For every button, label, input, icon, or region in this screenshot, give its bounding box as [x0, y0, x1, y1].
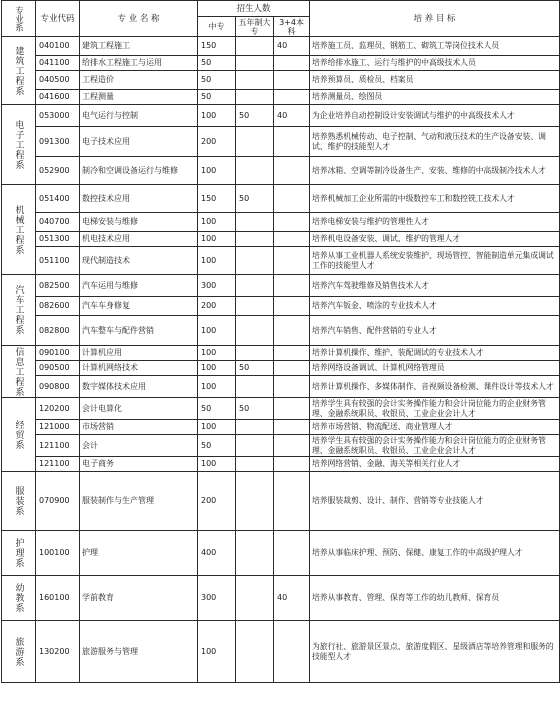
enroll-zhongzhuan: 100 [198, 213, 236, 232]
enroll-zhongzhuan: 200 [198, 472, 236, 531]
enroll-wunian [236, 71, 274, 90]
enroll-zhongzhuan: 100 [198, 457, 236, 472]
training-goal: 培养测量员、绘图员 [310, 90, 560, 105]
enroll-wunian [236, 316, 274, 346]
enroll-zhongzhuan: 100 [198, 157, 236, 185]
table-row [2, 346, 560, 361]
enroll-wunian: 50 [236, 361, 274, 376]
major-name: 旅游服务与管理 [80, 621, 198, 683]
enroll-zhongzhuan: 100 [198, 621, 236, 683]
enroll-sanjiasi [274, 472, 310, 531]
enroll-wunian [236, 247, 274, 275]
header-wunian: 五年制大专 [236, 17, 274, 37]
major-code: 040100 [36, 37, 80, 56]
department-cell: 建筑工程系 [2, 37, 36, 105]
enroll-sanjiasi [274, 90, 310, 105]
enroll-sanjiasi: 40 [274, 576, 310, 621]
major-name: 汽车车身修复 [80, 297, 198, 316]
enroll-zhongzhuan: 50 [198, 398, 236, 420]
enroll-zhongzhuan: 50 [198, 435, 236, 457]
major-code: 090800 [36, 376, 80, 398]
enroll-zhongzhuan: 100 [198, 247, 236, 275]
table-row [2, 213, 560, 232]
enroll-zhongzhuan: 150 [198, 185, 236, 213]
major-code: 121100 [36, 435, 80, 457]
major-name: 建筑工程施工 [80, 37, 198, 56]
enroll-wunian [236, 576, 274, 621]
training-goal: 培养预算员、质检员、档案员 [310, 71, 560, 90]
table-row [2, 275, 560, 297]
enroll-sanjiasi [274, 621, 310, 683]
major-code: 040700 [36, 213, 80, 232]
enroll-sanjiasi [274, 127, 310, 157]
table-row [2, 37, 560, 56]
training-goal: 培养机械加工企业所需的中级数控车工和数控铣工技术人才 [310, 185, 560, 213]
training-goal: 培养网络设备调试、计算机网络管理员 [310, 361, 560, 376]
enroll-zhongzhuan: 100 [198, 361, 236, 376]
major-name: 工程测量 [80, 90, 198, 105]
major-name: 会计电算化 [80, 398, 198, 420]
enroll-wunian [236, 56, 274, 71]
table-row [2, 316, 560, 346]
major-name: 会计 [80, 435, 198, 457]
major-code: 121100 [36, 457, 80, 472]
major-code: 051300 [36, 232, 80, 247]
enroll-sanjiasi [274, 71, 310, 90]
table-row [2, 71, 560, 90]
enroll-sanjiasi: 40 [274, 37, 310, 56]
enrollment-table [1, 0, 560, 683]
table-row [2, 576, 560, 621]
enroll-zhongzhuan: 50 [198, 56, 236, 71]
enroll-wunian [236, 420, 274, 435]
enroll-sanjiasi [274, 297, 310, 316]
enroll-wunian [236, 275, 274, 297]
enroll-zhongzhuan: 200 [198, 127, 236, 157]
department-cell: 信息工程系 [2, 346, 36, 398]
enroll-wunian [236, 472, 274, 531]
training-goal: 培养电梯安装与维护的管理性人才 [310, 213, 560, 232]
enroll-wunian [236, 213, 274, 232]
enroll-sanjiasi [274, 232, 310, 247]
training-goal: 培养熟悉机械传动、电子控制、气动和液压技术的生产设备安装、调试、维护的技能型人才 [310, 127, 560, 157]
enroll-wunian [236, 127, 274, 157]
major-name: 数控技术应用 [80, 185, 198, 213]
major-code: 041600 [36, 90, 80, 105]
enroll-sanjiasi [274, 531, 310, 576]
enroll-zhongzhuan: 50 [198, 90, 236, 105]
major-code: 130200 [36, 621, 80, 683]
enroll-wunian [236, 435, 274, 457]
major-name: 服装制作与生产管理 [80, 472, 198, 531]
enroll-sanjiasi: 40 [274, 105, 310, 127]
training-goal: 培养网络营销、金融、海关等相关行业人才 [310, 457, 560, 472]
table-row [2, 297, 560, 316]
training-goal: 培养从事临床护理、预防、保健、康复工作的中高级护理人才 [310, 531, 560, 576]
enroll-zhongzhuan: 150 [198, 37, 236, 56]
major-name: 汽车整车与配件营销 [80, 316, 198, 346]
department-cell: 电子工程系 [2, 105, 36, 185]
enroll-wunian [236, 457, 274, 472]
enroll-zhongzhuan: 100 [198, 316, 236, 346]
enroll-sanjiasi [274, 435, 310, 457]
major-code: 070900 [36, 472, 80, 531]
major-code: 120200 [36, 398, 80, 420]
table-row [2, 361, 560, 376]
major-name: 现代制造技术 [80, 247, 198, 275]
enroll-zhongzhuan: 100 [198, 232, 236, 247]
enroll-zhongzhuan: 300 [198, 275, 236, 297]
training-goal: 培养计算机操作、多媒体制作、音视频设备检测、课件设计等技术人才 [310, 376, 560, 398]
enroll-wunian [236, 37, 274, 56]
training-goal: 为旅行社、旅游景区景点、旅游度假区、星级酒店等培养管理和服务的技能型人才 [310, 621, 560, 683]
enroll-wunian [236, 297, 274, 316]
header-zhongzhuan: 中专 [198, 17, 236, 37]
enroll-sanjiasi [274, 56, 310, 71]
enroll-zhongzhuan: 50 [198, 71, 236, 90]
major-name: 计算机网络技术 [80, 361, 198, 376]
major-name: 制冷和空调设备运行与维修 [80, 157, 198, 185]
department-cell: 服装系 [2, 472, 36, 531]
training-goal: 培养汽车驾驶维修及销售技术人才 [310, 275, 560, 297]
table-row [2, 472, 560, 531]
department-cell: 旅游系 [2, 621, 36, 683]
training-goal: 培养服装裁剪、设计、制作、营销等专业技能人才 [310, 472, 560, 531]
training-goal: 培养给排水施工、运行与维护的中高级技术人员 [310, 56, 560, 71]
major-code: 100100 [36, 531, 80, 576]
major-name: 机电技术应用 [80, 232, 198, 247]
department-cell: 经贸系 [2, 398, 36, 472]
major-name: 数字媒体技术应用 [80, 376, 198, 398]
table-row [2, 232, 560, 247]
enroll-zhongzhuan: 100 [198, 376, 236, 398]
major-code: 082500 [36, 275, 80, 297]
major-code: 052900 [36, 157, 80, 185]
training-goal: 培养从事教育、管理、保育等工作的幼儿教师、保育员 [310, 576, 560, 621]
training-goal: 培养计算机操作、维护、装配调试的专业技术人才 [310, 346, 560, 361]
enroll-sanjiasi [274, 376, 310, 398]
enroll-wunian: 50 [236, 398, 274, 420]
major-name: 学前教育 [80, 576, 198, 621]
major-name: 电梯安装与维修 [80, 213, 198, 232]
training-goal: 培养从事工业机器人系统安装维护、现场管控、智能制造单元集成调试工作的技能型人才 [310, 247, 560, 275]
enroll-wunian [236, 157, 274, 185]
major-code: 053000 [36, 105, 80, 127]
enroll-wunian: 50 [236, 185, 274, 213]
enroll-wunian [236, 531, 274, 576]
enroll-sanjiasi [274, 420, 310, 435]
header-goal: 培 养 目 标 [310, 1, 560, 37]
table-row [2, 127, 560, 157]
major-code: 041100 [36, 56, 80, 71]
table-row [2, 531, 560, 576]
header-code: 专业代码 [36, 1, 80, 37]
table-row [2, 398, 560, 420]
enroll-sanjiasi [274, 275, 310, 297]
table-row [2, 457, 560, 472]
header-enroll: 招生人数 [198, 1, 310, 17]
department-cell: 幼教系 [2, 576, 36, 621]
major-code: 160100 [36, 576, 80, 621]
major-name: 工程造价 [80, 71, 198, 90]
major-code: 090100 [36, 346, 80, 361]
major-name: 护理 [80, 531, 198, 576]
training-goal: 培养学生具有较强的会计实务操作能力和会计岗位能力的企业财务管理、金融系统职员、收银员、工业企业会计人才 [310, 398, 560, 420]
table-row [2, 376, 560, 398]
major-code: 121000 [36, 420, 80, 435]
enroll-sanjiasi [274, 398, 310, 420]
training-goal: 培养学生具有较强的会计实务操作能力和会计岗位能力的企业财务管理、金融系统职员、收银员、工业企业会计人才 [310, 435, 560, 457]
enroll-sanjiasi [274, 346, 310, 361]
enroll-sanjiasi [274, 185, 310, 213]
major-name: 电气运行与控制 [80, 105, 198, 127]
major-name: 汽车运用与维修 [80, 275, 198, 297]
major-code: 082600 [36, 297, 80, 316]
enroll-zhongzhuan: 100 [198, 105, 236, 127]
training-goal: 培养施工员、监理员、钢筋工、砌筑工等岗位技术人员 [310, 37, 560, 56]
training-goal: 培养冰箱、空调等制冷设备生产、安装、维修的中高级制冷技术人才 [310, 157, 560, 185]
training-goal: 培养市场营销、物流配送、商业管理人才 [310, 420, 560, 435]
department-cell: 机械工程系 [2, 185, 36, 275]
table-row [2, 90, 560, 105]
enroll-sanjiasi [274, 457, 310, 472]
enroll-zhongzhuan: 200 [198, 297, 236, 316]
enroll-zhongzhuan: 100 [198, 420, 236, 435]
enroll-wunian [236, 232, 274, 247]
major-name: 市场营销 [80, 420, 198, 435]
training-goal: 培养汽车钣金、喷涂的专业技术人才 [310, 297, 560, 316]
department-cell: 汽车工程系 [2, 275, 36, 346]
major-name: 电子技术应用 [80, 127, 198, 157]
enroll-sanjiasi [274, 361, 310, 376]
table-row [2, 105, 560, 127]
training-goal: 培养机电设备安装、调试、维护的管理人才 [310, 232, 560, 247]
enroll-wunian [236, 346, 274, 361]
major-name: 电子商务 [80, 457, 198, 472]
major-name: 计算机应用 [80, 346, 198, 361]
table-row [2, 185, 560, 213]
header-name: 专 业 名 称 [80, 1, 198, 37]
enroll-sanjiasi [274, 316, 310, 346]
major-code: 051400 [36, 185, 80, 213]
enroll-zhongzhuan: 300 [198, 576, 236, 621]
major-code: 091300 [36, 127, 80, 157]
table-row [2, 420, 560, 435]
table-row [2, 435, 560, 457]
enroll-sanjiasi [274, 213, 310, 232]
enroll-zhongzhuan: 100 [198, 346, 236, 361]
major-name: 给排水工程施工与运用 [80, 56, 198, 71]
table-row [2, 157, 560, 185]
enroll-wunian [236, 376, 274, 398]
major-code: 082800 [36, 316, 80, 346]
enroll-wunian [236, 621, 274, 683]
header-dept: 专业系 [2, 1, 36, 37]
header-sanjiasi: 3+4本科 [274, 17, 310, 37]
enroll-sanjiasi [274, 157, 310, 185]
enroll-zhongzhuan: 400 [198, 531, 236, 576]
major-code: 090500 [36, 361, 80, 376]
department-cell: 护理系 [2, 531, 36, 576]
enroll-wunian: 50 [236, 105, 274, 127]
enroll-wunian [236, 90, 274, 105]
table-row [2, 247, 560, 275]
training-goal: 培养汽车销售、配件营销的专业人才 [310, 316, 560, 346]
table-row [2, 621, 560, 683]
major-code: 051100 [36, 247, 80, 275]
enroll-sanjiasi [274, 247, 310, 275]
table-row [2, 56, 560, 71]
major-code: 040500 [36, 71, 80, 90]
training-goal: 为企业培养自动控制设计安装调试与维护的中高级技术人才 [310, 105, 560, 127]
